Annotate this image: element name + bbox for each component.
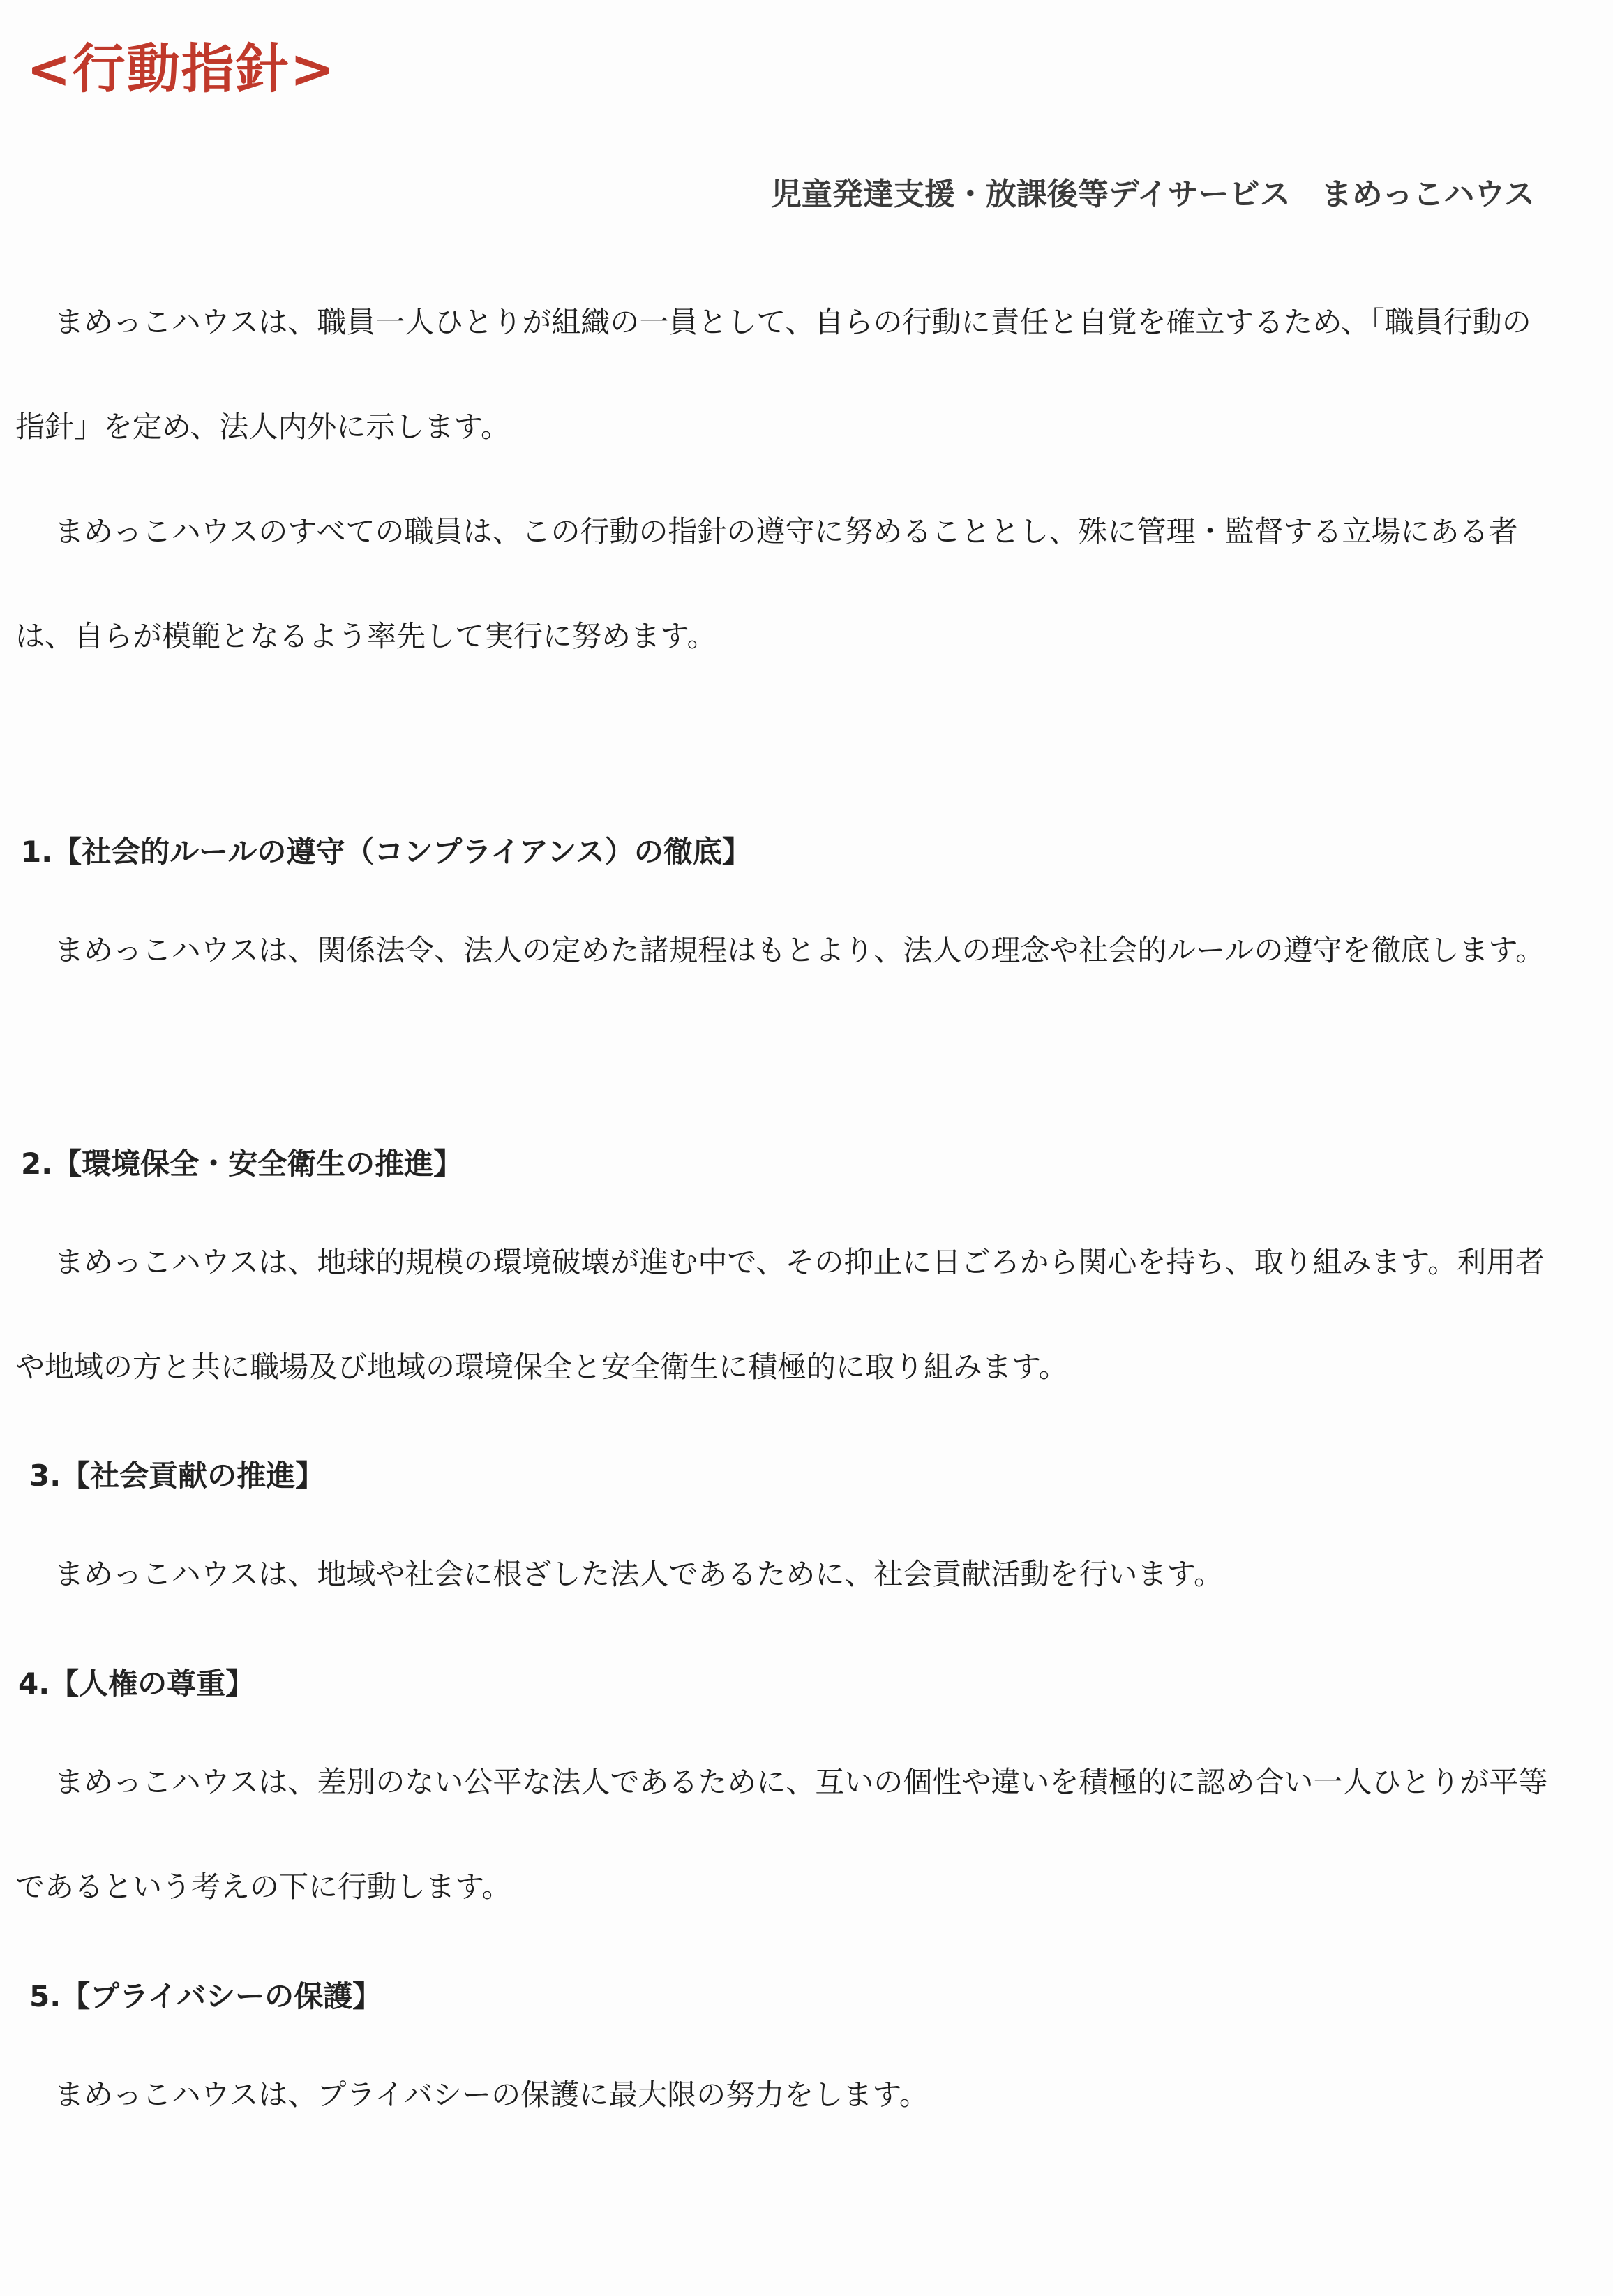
- section-5-heading: 5.【プライバシーの保護】: [29, 1979, 382, 2013]
- organization-name: 児童発達支援・放課後等デイサービス まめっこハウス: [770, 177, 1535, 212]
- section-3-body: まめっこハウスは、地域や社会に根ざした法人であるために、社会貢献活動を行います。: [54, 1557, 1223, 1591]
- section-5-body: まめっこハウスは、プライバシーの保護に最大限の努力をします。: [54, 2078, 929, 2112]
- section-2-heading: 2.【環境保全・安全衛生の推進】: [21, 1147, 463, 1181]
- section-4-heading: 4.【人権の尊重】: [18, 1667, 255, 1701]
- section-2-body: まめっこハウスは、地球的規模の環境破壊が進む中で、その抑止に日ごろから関心を持ち、取り組みます。利用者や地域の方と共に職場及び地域の環境保全と安全衛生に積極的に取り組みます。: [15, 1245, 1545, 1384]
- intro-paragraph-1: まめっこハウスは、職員一人ひとりが組織の一員として、自らの行動に責任と自覚を確立するため、「職員行動の指針」を定め、法人内外に示します。: [15, 305, 1531, 444]
- section-3-heading: 3.【社会貢献の推進】: [29, 1459, 325, 1493]
- section-1-heading: 1.【社会的ルールの遵守（コンプライアンス）の徹底】: [21, 835, 751, 869]
- section-4-body: まめっこハウスは、差別のない公平な法人であるために、互いの個性や違いを積極的に認め合い一人ひとりが平等であるという考えの下に行動します。: [15, 1765, 1548, 1904]
- intro-paragraph-2: まめっこハウスのすべての職員は、この行動の指針の遵守に努めることとし、殊に管理・監督する立場にある者は、自らが模範となるよう率先して実行に努めます。: [15, 514, 1518, 653]
- section-1-body: まめっこハウスは、関係法令、法人の定めた諸規程はもとより、法人の理念や社会的ルールの遵守を徹底します。: [54, 933, 1545, 967]
- page-title: <行動指針>: [27, 38, 336, 100]
